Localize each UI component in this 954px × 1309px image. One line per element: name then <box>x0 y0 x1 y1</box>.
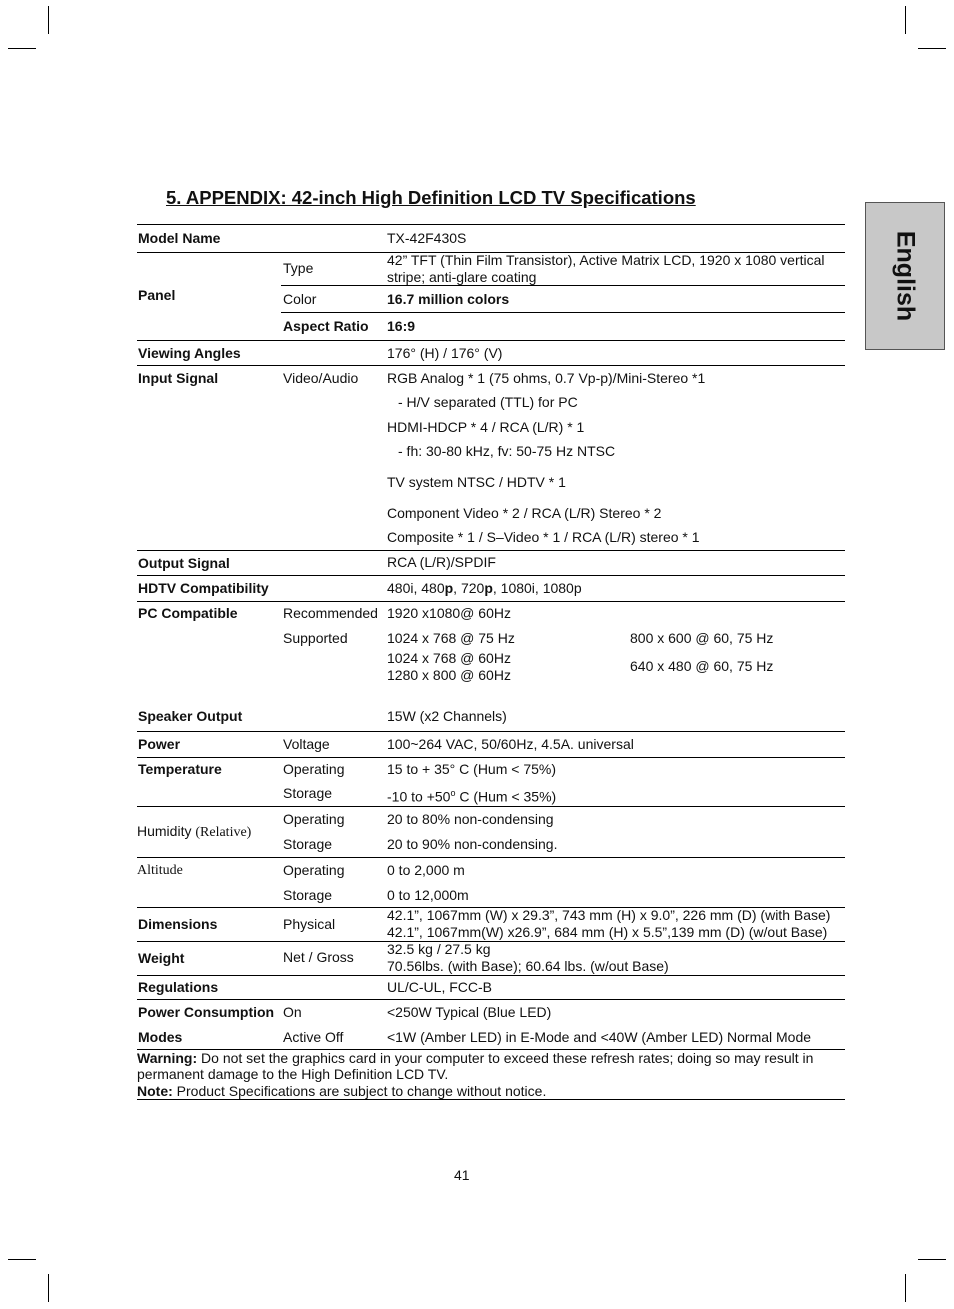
spec-value-input-line: RGB Analog * 1 (75 ohms, 0.7 Vp-p)/Mini-Stereo *1 <box>387 370 706 386</box>
spec-sublabel-active-off: Active Off <box>283 1029 344 1045</box>
table-rule <box>137 1099 845 1100</box>
table-rule <box>137 806 845 807</box>
crop-mark <box>905 1274 906 1302</box>
spec-value-input-line: - fh: 30-80 kHz, fv: 50-75 Hz NTSC <box>398 443 616 459</box>
spec-value-output-signal: RCA (L/R)/SPDIF <box>387 554 496 570</box>
spec-sublabel-recommended: Recommended <box>283 605 378 621</box>
spec-label-humidity: Humidity (Relative) <box>137 823 252 840</box>
spec-value-dimensions: 42.1”, 1067mm(W) x26.9”, 684 mm (H) x 5.5”,139 mm (D) (w/out Base) <box>387 924 828 940</box>
spec-value-supported: 1024 x 768 @ 60Hz <box>387 650 511 666</box>
spec-sublabel-aspect-ratio: Aspect Ratio <box>283 318 369 334</box>
spec-value-supported: 800 x 600 @ 60, 75 Hz <box>630 630 774 646</box>
table-rule <box>281 285 845 286</box>
spec-label-power-consumption: Power Consumption <box>138 1004 275 1020</box>
spec-value-model-name: TX-42F430S <box>387 230 467 246</box>
spec-label-panel: Panel <box>138 287 176 303</box>
spec-label-weight: Weight <box>138 950 185 966</box>
spec-value-recommended: 1920 x1080@ 60Hz <box>387 605 511 621</box>
spec-value-type: 42” TFT (Thin Film Transistor), Active Matrix LCD, 1920 x 1080 vertical <box>387 252 825 268</box>
spec-value-supported: 640 x 480 @ 60, 75 Hz <box>630 658 774 674</box>
spec-label-pc-compatible: PC Compatible <box>138 605 238 621</box>
spec-value-regulations: UL/C-UL, FCC-B <box>387 979 493 995</box>
table-rule <box>137 757 845 758</box>
crop-mark <box>918 1259 946 1260</box>
spec-value-weight: 70.56lbs. (with Base); 60.64 lbs. (w/out Base) <box>387 958 669 974</box>
spec-sublabel-video-audio: Video/Audio <box>283 370 359 386</box>
table-rule <box>137 857 845 858</box>
crop-mark <box>918 48 946 49</box>
warning-text: Warning: Do not set the graphics card in your computer to exceed these refresh rates; doing so may result in permanent damage to the High Definition LCD TV. <box>137 1050 814 1082</box>
spec-sublabel-net-gross: Net / Gross <box>283 949 354 965</box>
spec-value-color: 16.7 million colors <box>387 291 510 307</box>
spec-label-output-signal: Output Signal <box>138 555 230 571</box>
spec-value-input-line: Component Video * 2 / RCA (L/R) Stereo * 2 <box>387 505 662 521</box>
spec-sublabel-operating: Operating <box>283 862 345 878</box>
table-rule <box>137 575 845 576</box>
note-text: Note: Product Specifications are subject to change without notice. <box>137 1083 547 1099</box>
spec-value-dimensions: 42.1”, 1067mm (W) x 29.3”, 743 mm (H) x 9.0”, 226 mm (D) (with Base) <box>387 907 831 923</box>
table-rule <box>137 550 845 551</box>
spec-sublabel-physical: Physical <box>283 916 336 932</box>
spec-sublabel-operating: Operating <box>283 811 345 827</box>
spec-label-power: Power <box>138 736 181 752</box>
spec-value-type: stripe; anti-glare coating <box>387 269 537 285</box>
language-tab <box>865 202 945 350</box>
crop-mark <box>48 1274 49 1302</box>
spec-value-hdtv: 480i, 480p, 720p, 1080i, 1080p <box>387 580 582 596</box>
spec-value-supported: 1024 x 768 @ 75 Hz <box>387 630 515 646</box>
page-number: 41 <box>454 1167 470 1183</box>
spec-sublabel-storage: Storage <box>283 785 333 801</box>
spec-sublabel-operating: Operating <box>283 761 345 777</box>
spec-value-humidity-storage: 20 to 90% non-condensing. <box>387 836 558 852</box>
spec-value-input-line: HDMI-HDCP * 4 / RCA (L/R) * 1 <box>387 419 585 435</box>
crop-mark <box>905 6 906 34</box>
spec-value-altitude-storage: 0 to 12,000m <box>387 887 469 903</box>
spec-label-speaker-output: Speaker Output <box>138 708 243 724</box>
table-rule <box>137 365 845 366</box>
spec-sublabel-voltage: Voltage <box>283 736 330 752</box>
spec-label-hdtv: HDTV Compatibility <box>138 580 269 596</box>
spec-sublabel-type: Type <box>283 260 314 276</box>
table-rule <box>137 999 845 1000</box>
spec-value-temperature-operating: 15 to + 35° C (Hum < 75%) <box>387 761 557 777</box>
spec-value-altitude-operating: 0 to 2,000 m <box>387 862 465 878</box>
spec-value-power-on: <250W Typical (Blue LED) <box>387 1004 552 1020</box>
spec-value-aspect-ratio: 16:9 <box>387 318 416 334</box>
spec-label-dimensions: Dimensions <box>138 916 218 932</box>
spec-sublabel-storage: Storage <box>283 836 333 852</box>
spec-label-regulations: Regulations <box>138 979 219 995</box>
spec-value-weight: 32.5 kg / 27.5 kg <box>387 941 491 957</box>
spec-label-model-name: Model Name <box>138 230 221 246</box>
spec-value-input-line: TV system NTSC / HDTV * 1 <box>387 474 566 490</box>
table-rule <box>137 731 845 732</box>
table-rule <box>281 312 845 313</box>
spec-sublabel-color: Color <box>283 291 317 307</box>
spec-value-viewing-angles: 176° (H) / 176° (V) <box>387 345 503 361</box>
crop-mark <box>8 48 36 49</box>
table-rule <box>137 224 845 225</box>
spec-value-input-line: - H/V separated (TTL) for PC <box>398 394 578 410</box>
spec-value-temperature-storage: -10 to $+50^o$ C (Hum < 35%) <box>387 788 557 805</box>
spec-value-input-line: Composite * 1 / S–Video * 1 / RCA (L/R) stereo * 1 <box>387 529 700 545</box>
crop-mark <box>8 1259 36 1260</box>
spec-value-supported: 1280 x 800 @ 60Hz <box>387 667 511 683</box>
spec-label-input-signal: Input Signal <box>138 370 219 386</box>
spec-value-active-off: <1W (Amber LED) in E-Mode and <40W (Amber LED) Normal Mode <box>387 1029 812 1045</box>
spec-label-altitude: Altitude <box>137 863 183 878</box>
crop-mark <box>48 6 49 34</box>
spec-sublabel-supported: Supported <box>283 630 348 646</box>
spec-label-temperature: Temperature <box>138 761 222 777</box>
table-rule <box>137 340 845 341</box>
cell-rule <box>627 601 845 602</box>
page-title: 5. APPENDIX: 42-inch High Definition LCD TV Specifications <box>166 187 696 208</box>
spec-sublabel-storage: Storage <box>283 887 333 903</box>
spec-label-viewing-angles: Viewing Angles <box>138 345 241 361</box>
table-rule <box>137 941 845 942</box>
language-tab-label: English <box>891 230 920 322</box>
spec-value-speaker-output: 15W (x2 Channels) <box>387 708 507 724</box>
spec-sublabel-on: On <box>283 1004 302 1020</box>
spec-label-modes: Modes <box>138 1029 183 1045</box>
spec-value-humidity-operating: 20 to 80% non-condensing <box>387 811 554 827</box>
table-rule <box>137 975 845 976</box>
spec-value-voltage: 100~264 VAC, 50/60Hz, 4.5A. universal <box>387 736 634 752</box>
